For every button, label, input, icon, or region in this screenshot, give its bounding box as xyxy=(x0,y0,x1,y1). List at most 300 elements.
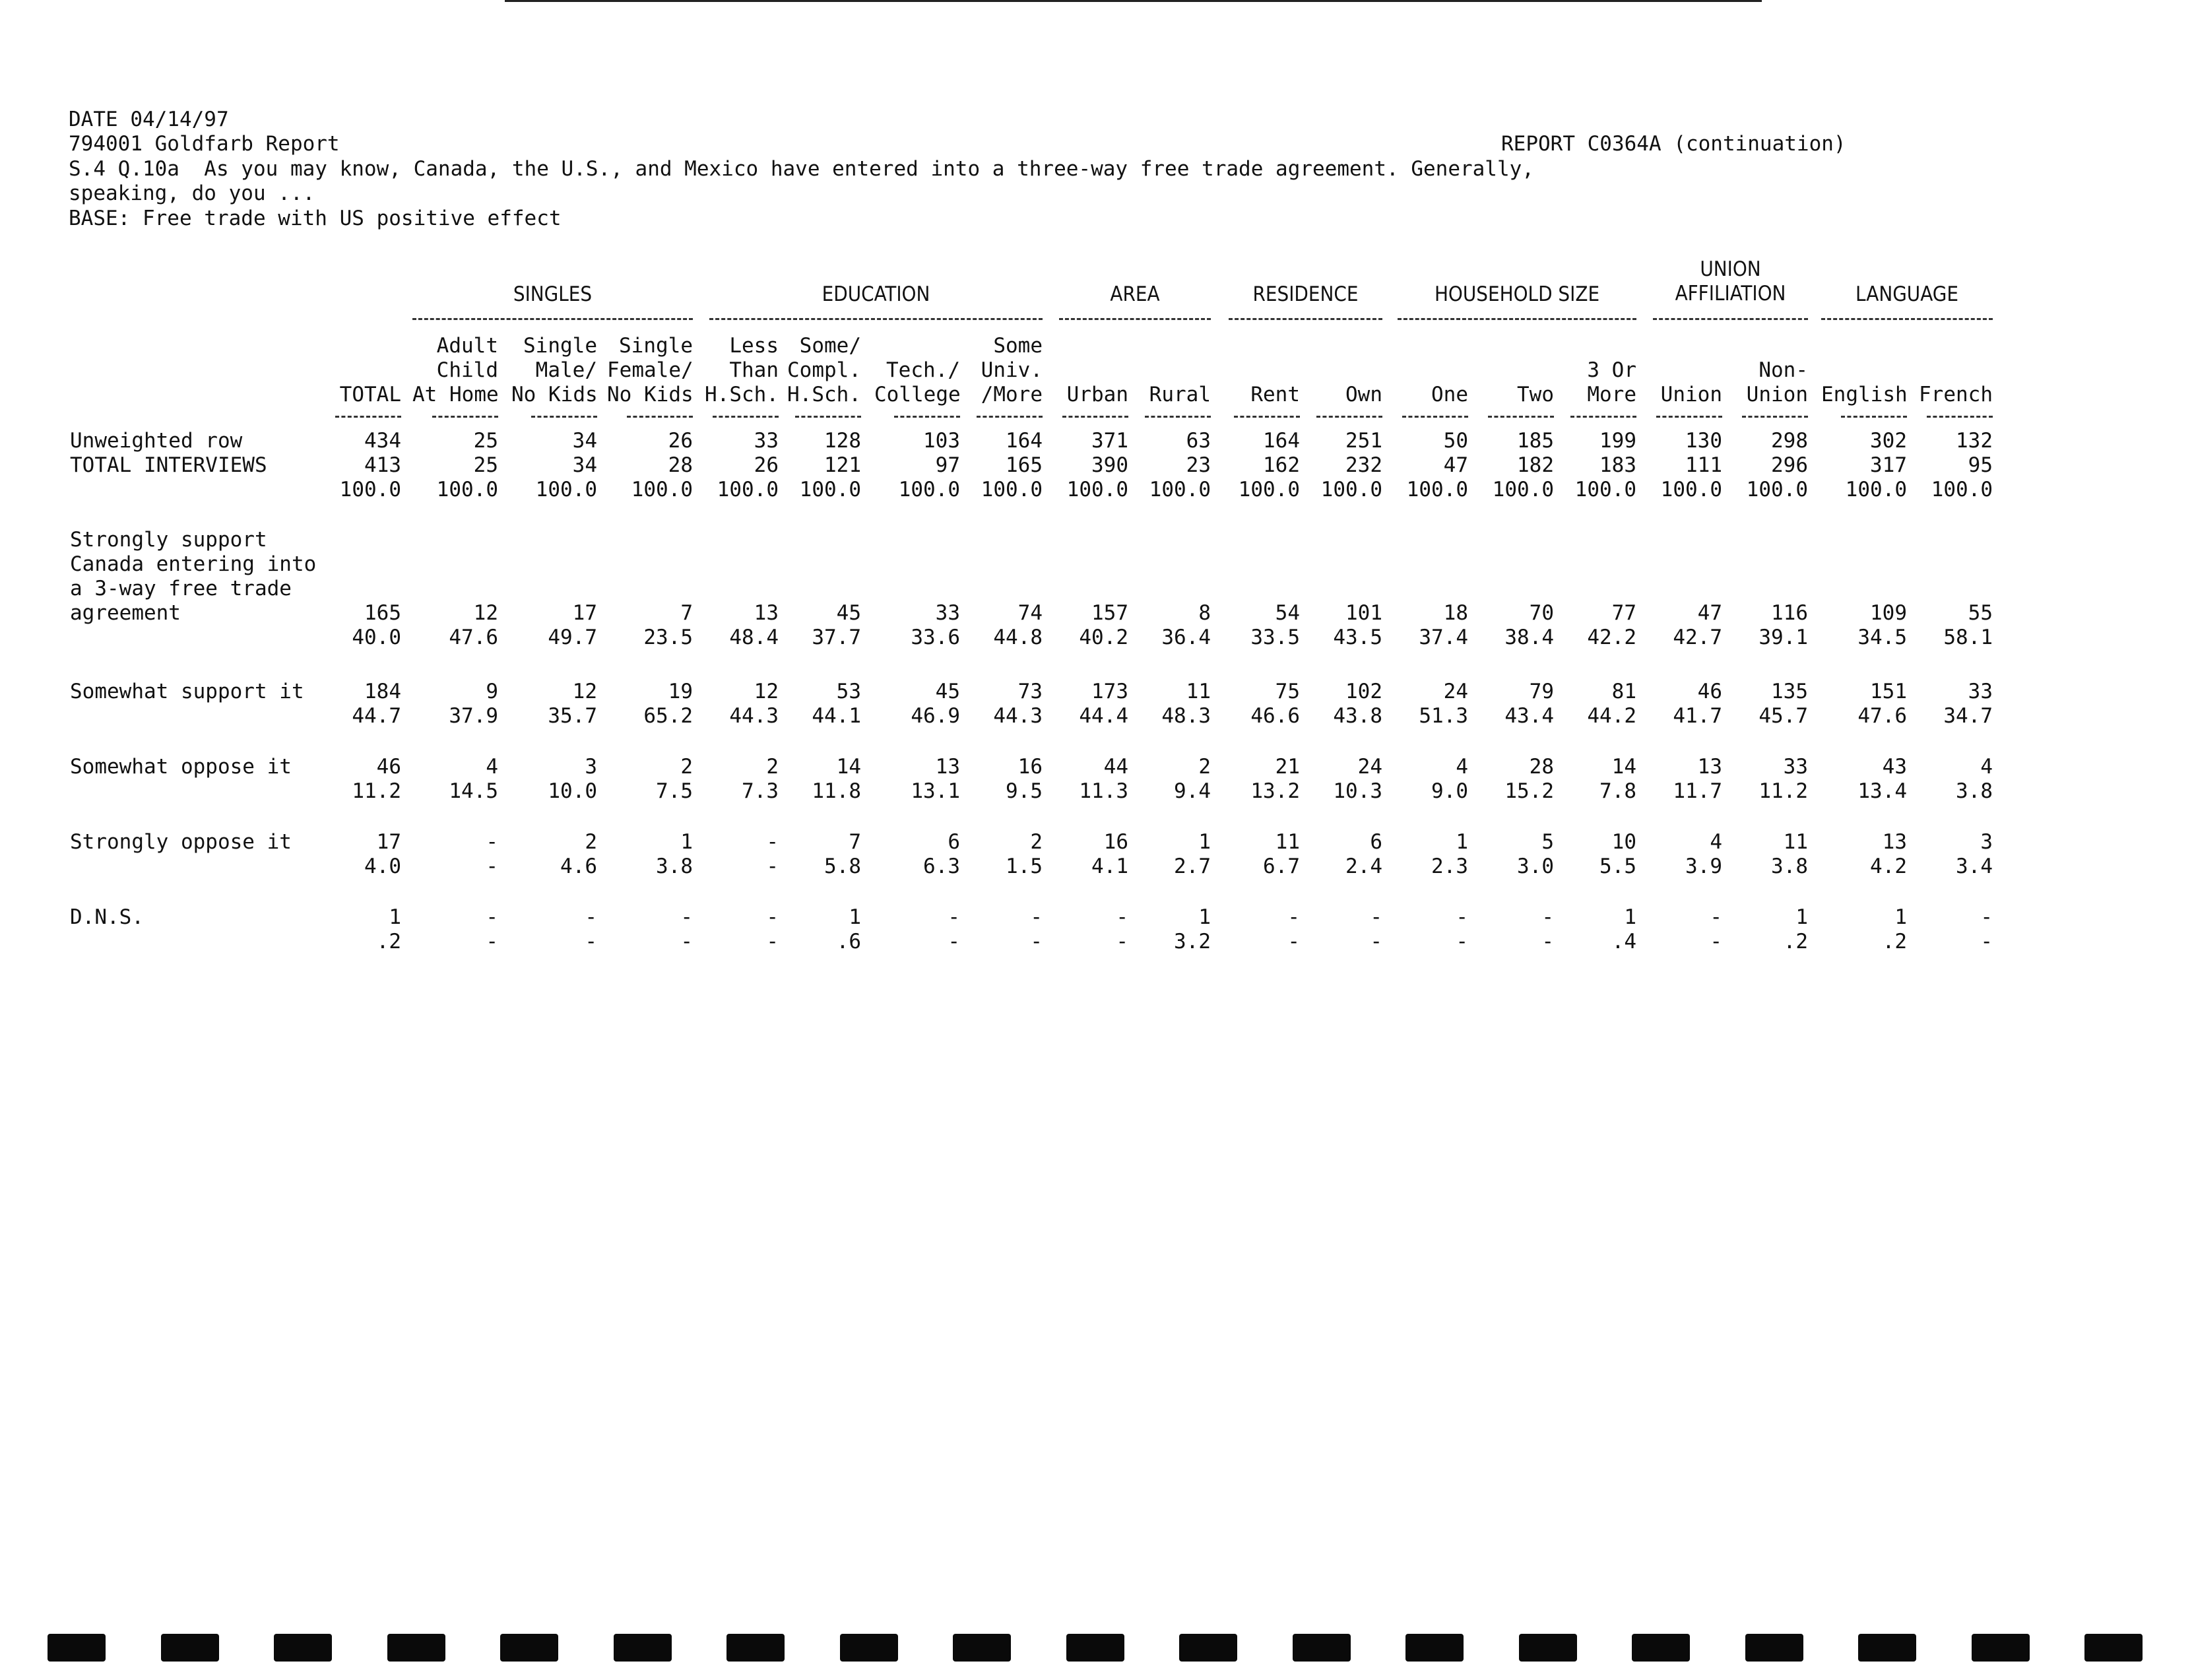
table-cell: 33.5 xyxy=(1250,626,1300,649)
column-underline xyxy=(1656,416,1722,418)
punch-hole xyxy=(387,1634,445,1662)
table-cell: 40.2 xyxy=(1079,626,1128,649)
table-cell: 3.9 xyxy=(1685,855,1722,878)
group-header: LANGUAGE xyxy=(1855,282,1958,306)
punch-hole xyxy=(1745,1634,1803,1662)
table-cell: 44.3 xyxy=(729,704,779,728)
table-cell: 46.9 xyxy=(911,704,960,728)
row-label: Unweighted row TOTAL INTERVIEWS xyxy=(70,429,267,477)
table-cell: 13 xyxy=(754,601,779,625)
table-cell: 100.0 xyxy=(436,478,498,501)
table-cell: 2.7 xyxy=(1174,855,1211,878)
table-cell: 4 xyxy=(1456,755,1468,779)
table-cell: 100.0 xyxy=(1406,478,1468,501)
table-cell: - xyxy=(1370,905,1382,929)
table-cell: 16 xyxy=(1103,830,1128,854)
punch-hole xyxy=(2084,1634,2143,1662)
table-cell: 302 xyxy=(1870,429,1907,453)
group-underline xyxy=(412,318,693,320)
punch-hole xyxy=(161,1634,219,1662)
table-cell: - xyxy=(1541,905,1554,929)
column-header: Non- Union xyxy=(1746,358,1808,406)
column-underline xyxy=(1570,416,1636,418)
table-cell: 4.2 xyxy=(1870,855,1907,878)
column-header: Rent xyxy=(1250,383,1300,406)
study-title: 794001 Goldfarb Report xyxy=(69,132,340,156)
table-cell: - xyxy=(680,905,693,929)
column-underline xyxy=(894,416,960,418)
table-cell: 1 xyxy=(1198,830,1211,854)
table-cell: 7.8 xyxy=(1599,779,1636,803)
table-cell: 130 xyxy=(1685,429,1722,453)
table-cell: 79 xyxy=(1529,680,1554,703)
table-cell: 23 xyxy=(1186,453,1211,477)
table-cell: 4 xyxy=(1980,755,1993,779)
table-cell: 100.0 xyxy=(535,478,597,501)
table-cell: 46.6 xyxy=(1250,704,1300,728)
table-cell: 14.5 xyxy=(449,779,498,803)
table-cell: - xyxy=(585,905,597,929)
table-cell: 48.3 xyxy=(1161,704,1211,728)
table-cell: 135 xyxy=(1771,680,1808,703)
table-cell: 100.0 xyxy=(898,478,960,501)
table-cell: 3.8 xyxy=(1956,779,1993,803)
table-cell: - xyxy=(1980,930,1993,953)
table-cell: 3.0 xyxy=(1517,855,1554,878)
table-cell: 2 xyxy=(1030,830,1043,854)
table-cell: - xyxy=(766,905,779,929)
table-cell: 390 xyxy=(1091,453,1128,477)
table-cell: 165 xyxy=(364,601,401,625)
table-cell: 100.0 xyxy=(981,478,1043,501)
table-cell: 101 xyxy=(1345,601,1382,625)
column-underline xyxy=(713,416,779,418)
table-cell: 5.5 xyxy=(1599,855,1636,878)
table-cell: 11.7 xyxy=(1673,779,1722,803)
table-cell: 11.3 xyxy=(1079,779,1128,803)
table-cell: 24 xyxy=(1357,755,1382,779)
column-underline xyxy=(1927,416,1993,418)
table-cell: 100.0 xyxy=(1238,478,1300,501)
table-cell: - xyxy=(486,855,498,878)
group-underline xyxy=(1398,318,1636,320)
table-cell: 3.4 xyxy=(1956,855,1993,878)
table-cell: 4.6 xyxy=(560,855,597,878)
column-header: 3 Or More xyxy=(1587,358,1636,406)
table-cell: 77 xyxy=(1611,601,1636,625)
column-header: Urban xyxy=(1066,383,1128,406)
table-cell: 3 xyxy=(585,755,597,779)
punch-hole xyxy=(840,1634,898,1662)
table-cell: .2 xyxy=(376,930,401,953)
table-cell: 45 xyxy=(836,601,861,625)
table-cell: 1.5 xyxy=(1006,855,1043,878)
table-cell: 55 xyxy=(1968,601,1993,625)
punch-hole xyxy=(1066,1634,1124,1662)
table-cell: 21 xyxy=(1275,755,1300,779)
table-cell: 37.7 xyxy=(812,626,861,649)
table-cell: 11.8 xyxy=(812,779,861,803)
table-cell: 44.4 xyxy=(1079,704,1128,728)
table-cell: 100.0 xyxy=(1574,478,1636,501)
table-cell: 47 xyxy=(1697,601,1722,625)
table-cell: 1 xyxy=(389,905,401,929)
table-cell: 24 xyxy=(1443,680,1468,703)
top-rule xyxy=(505,0,1762,2)
table-cell: 17 xyxy=(572,601,597,625)
table-cell: 43.4 xyxy=(1504,704,1554,728)
table-cell: 116 xyxy=(1771,601,1808,625)
table-cell: 5 xyxy=(1541,830,1554,854)
table-cell: 6.7 xyxy=(1263,855,1300,878)
column-underline xyxy=(795,416,861,418)
column-header: Some/ Compl. H.Sch. xyxy=(787,334,861,406)
column-header: Single Male/ No Kids xyxy=(511,334,598,406)
table-cell: 41.7 xyxy=(1673,704,1722,728)
table-cell: 16 xyxy=(1017,755,1043,779)
table-cell: 37.4 xyxy=(1419,626,1468,649)
table-cell: 70 xyxy=(1529,601,1554,625)
table-cell: - xyxy=(1116,930,1128,953)
table-cell: - xyxy=(1541,930,1554,953)
punch-hole xyxy=(953,1634,1011,1662)
column-header: Tech./ College xyxy=(874,358,961,406)
table-cell: 44.3 xyxy=(993,704,1043,728)
table-cell: 13 xyxy=(935,755,960,779)
table-cell: 44.2 xyxy=(1587,704,1636,728)
table-cell: 15.2 xyxy=(1504,779,1554,803)
table-cell: 103 xyxy=(923,429,960,453)
table-cell: .6 xyxy=(836,930,861,953)
column-header: Rural xyxy=(1149,383,1211,406)
table-cell: 33 xyxy=(935,601,960,625)
table-cell: - xyxy=(948,905,960,929)
table-cell: 2 xyxy=(680,755,693,779)
table-cell: 1 xyxy=(1456,830,1468,854)
table-cell: 45 xyxy=(935,680,960,703)
table-cell: 1 xyxy=(1795,905,1808,929)
table-cell: 36.4 xyxy=(1161,626,1211,649)
table-cell: 7.3 xyxy=(742,779,779,803)
column-underline xyxy=(1488,416,1554,418)
table-cell: 199 xyxy=(1599,429,1636,453)
punch-hole xyxy=(274,1634,332,1662)
table-cell: - xyxy=(1456,905,1468,929)
table-cell: 34 xyxy=(572,429,597,453)
table-cell: 50 xyxy=(1443,429,1468,453)
table-cell: 100.0 xyxy=(799,478,861,501)
table-cell: 43.8 xyxy=(1333,704,1382,728)
table-cell: 232 xyxy=(1345,453,1382,477)
table-cell: 2.4 xyxy=(1345,855,1382,878)
punch-hole xyxy=(1632,1634,1690,1662)
table-cell: - xyxy=(680,930,693,953)
table-cell: - xyxy=(1710,905,1722,929)
table-cell: 65.2 xyxy=(643,704,693,728)
table-cell: 251 xyxy=(1345,429,1382,453)
column-header: Union xyxy=(1660,383,1722,406)
table-cell: 128 xyxy=(824,429,861,453)
table-cell: 18 xyxy=(1443,601,1468,625)
table-cell: 183 xyxy=(1599,453,1636,477)
table-cell: 44.8 xyxy=(993,626,1043,649)
table-cell: 28 xyxy=(668,453,693,477)
table-cell: - xyxy=(948,930,960,953)
column-header: Some Univ. /More xyxy=(981,334,1043,406)
table-cell: 51.3 xyxy=(1419,704,1468,728)
table-cell: 4.0 xyxy=(364,855,401,878)
row-label: D.N.S. xyxy=(70,905,144,929)
row-label: Somewhat support it xyxy=(70,680,304,703)
table-cell: 9 xyxy=(486,680,498,703)
table-cell: 11 xyxy=(1186,680,1211,703)
table-cell: 2 xyxy=(766,755,779,779)
column-underline xyxy=(977,416,1043,418)
punch-hole xyxy=(1405,1634,1464,1662)
column-header: Adult Child At Home xyxy=(412,334,499,406)
table-cell: - xyxy=(486,930,498,953)
table-cell: 298 xyxy=(1771,429,1808,453)
table-cell: 33 xyxy=(1968,680,1993,703)
table-cell: 74 xyxy=(1017,601,1043,625)
table-cell: 185 xyxy=(1517,429,1554,453)
table-cell: .4 xyxy=(1611,930,1636,953)
table-cell: 2 xyxy=(1198,755,1211,779)
table-cell: 164 xyxy=(1263,429,1300,453)
group-underline xyxy=(1821,318,1993,320)
column-underline xyxy=(1234,416,1300,418)
table-cell: 53 xyxy=(836,680,861,703)
table-cell: 9.4 xyxy=(1174,779,1211,803)
group-underline xyxy=(1059,318,1211,320)
table-cell: 19 xyxy=(668,680,693,703)
column-header: One xyxy=(1431,383,1468,406)
group-underline xyxy=(709,318,1043,320)
table-cell: 109 xyxy=(1870,601,1907,625)
table-cell: 47.6 xyxy=(1857,704,1907,728)
question-text-continued: speaking, do you ... xyxy=(69,181,315,205)
table-cell: 28 xyxy=(1529,755,1554,779)
table-cell: 11 xyxy=(1275,830,1300,854)
table-cell: 162 xyxy=(1263,453,1300,477)
table-cell: 23.5 xyxy=(643,626,693,649)
table-cell: 49.7 xyxy=(548,626,597,649)
table-cell: 13.1 xyxy=(911,779,960,803)
table-cell: 7 xyxy=(680,601,693,625)
table-cell: 4 xyxy=(1710,830,1722,854)
table-cell: 100.0 xyxy=(1066,478,1128,501)
table-cell: 42.7 xyxy=(1673,626,1722,649)
column-underline xyxy=(1402,416,1468,418)
report-id: REPORT C0364A (continuation) xyxy=(1501,132,1846,156)
table-cell: 157 xyxy=(1091,601,1128,625)
table-cell: 6 xyxy=(948,830,960,854)
table-cell: 75 xyxy=(1275,680,1300,703)
column-underline xyxy=(1145,416,1211,418)
table-cell: 100.0 xyxy=(631,478,693,501)
table-cell: 81 xyxy=(1611,680,1636,703)
table-cell: 33 xyxy=(754,429,779,453)
table-cell: 1 xyxy=(1894,905,1907,929)
table-cell: 102 xyxy=(1345,680,1382,703)
table-cell: .2 xyxy=(1783,930,1808,953)
table-cell: 42.2 xyxy=(1587,626,1636,649)
column-header: Two xyxy=(1517,383,1554,406)
punch-hole xyxy=(1972,1634,2030,1662)
column-underline xyxy=(1742,416,1808,418)
row-label: Strongly support Canada entering into a 3-way free trade agreement xyxy=(70,528,317,625)
table-cell: 100.0 xyxy=(1492,478,1554,501)
table-cell: 164 xyxy=(1006,429,1043,453)
table-cell: - xyxy=(1030,930,1043,953)
table-cell: 95 xyxy=(1968,453,1993,477)
table-cell: 9.0 xyxy=(1431,779,1468,803)
table-cell: 413 xyxy=(364,453,401,477)
table-cell: 11 xyxy=(1783,830,1808,854)
table-cell: 7.5 xyxy=(656,779,693,803)
table-cell: 100.0 xyxy=(339,478,401,501)
table-cell: 63 xyxy=(1186,429,1211,453)
table-cell: 11.2 xyxy=(1758,779,1808,803)
group-header: AREA xyxy=(1110,282,1160,306)
punch-hole xyxy=(1519,1634,1577,1662)
table-cell: 12 xyxy=(754,680,779,703)
table-cell: 2.3 xyxy=(1431,855,1468,878)
table-cell: - xyxy=(1030,905,1043,929)
base-description: BASE: Free trade with US positive effect xyxy=(69,207,562,230)
table-cell: 10 xyxy=(1611,830,1636,854)
table-cell: 7 xyxy=(849,830,861,854)
table-cell: - xyxy=(486,830,498,854)
column-header: Single Female/ No Kids xyxy=(607,334,694,406)
column-header: Less Than H.Sch. xyxy=(705,334,779,406)
punch-hole xyxy=(614,1634,672,1662)
punch-hole xyxy=(1858,1634,1916,1662)
table-cell: 100.0 xyxy=(717,478,779,501)
table-cell: 100.0 xyxy=(1746,478,1808,501)
table-cell: - xyxy=(585,930,597,953)
table-cell: 44.1 xyxy=(812,704,861,728)
table-cell: 35.7 xyxy=(548,704,597,728)
punch-hole xyxy=(1179,1634,1237,1662)
column-underline xyxy=(1316,416,1382,418)
group-header: SINGLES xyxy=(513,282,593,306)
table-cell: 165 xyxy=(1006,453,1043,477)
table-cell: 33.6 xyxy=(911,626,960,649)
table-cell: 5.8 xyxy=(824,855,861,878)
table-cell: - xyxy=(766,930,779,953)
table-cell: 25 xyxy=(473,429,498,453)
table-cell: 46 xyxy=(376,755,401,779)
column-underline xyxy=(432,416,498,418)
table-cell: - xyxy=(1456,930,1468,953)
column-underline xyxy=(1841,416,1907,418)
punch-hole xyxy=(500,1634,558,1662)
table-cell: 45.7 xyxy=(1758,704,1808,728)
table-cell: 44.7 xyxy=(352,704,401,728)
table-cell: 100.0 xyxy=(1931,478,1993,501)
group-header: UNION AFFILIATION xyxy=(1675,257,1786,306)
table-cell: 100.0 xyxy=(1845,478,1907,501)
table-cell: 11.2 xyxy=(352,779,401,803)
table-cell: 37.9 xyxy=(449,704,498,728)
table-cell: 39.1 xyxy=(1758,626,1808,649)
table-cell: 34 xyxy=(572,453,597,477)
table-cell: - xyxy=(1287,905,1300,929)
table-cell: 34.7 xyxy=(1943,704,1993,728)
table-cell: 33 xyxy=(1783,755,1808,779)
table-cell: 47 xyxy=(1443,453,1468,477)
table-cell: 2 xyxy=(585,830,597,854)
table-cell: .2 xyxy=(1882,930,1907,953)
table-cell: 12 xyxy=(473,601,498,625)
table-cell: 44 xyxy=(1103,755,1128,779)
table-cell: 17 xyxy=(376,830,401,854)
table-cell: 13 xyxy=(1882,830,1907,854)
question-text: S.4 Q.10a As you may know, Canada, the U.S., and Mexico have entered into a three-way free trade agreement. Generally, xyxy=(69,157,1534,181)
table-cell: - xyxy=(486,905,498,929)
table-cell: 73 xyxy=(1017,680,1043,703)
punch-hole xyxy=(48,1634,106,1662)
table-cell: 1 xyxy=(1624,905,1636,929)
table-cell: 13.2 xyxy=(1250,779,1300,803)
table-cell: - xyxy=(766,855,779,878)
table-cell: 4.1 xyxy=(1091,855,1128,878)
table-cell: 25 xyxy=(473,453,498,477)
column-header: English xyxy=(1821,383,1908,406)
table-cell: 3.8 xyxy=(656,855,693,878)
table-cell: 8 xyxy=(1198,601,1211,625)
table-cell: 100.0 xyxy=(1660,478,1722,501)
table-cell: 43 xyxy=(1882,755,1907,779)
table-cell: 43.5 xyxy=(1333,626,1382,649)
group-header: EDUCATION xyxy=(822,282,930,306)
table-cell: 26 xyxy=(754,453,779,477)
table-cell: 9.5 xyxy=(1006,779,1043,803)
table-cell: - xyxy=(1710,930,1722,953)
group-underline xyxy=(1653,318,1808,320)
column-header: French xyxy=(1919,383,1993,406)
table-cell: 46 xyxy=(1697,680,1722,703)
table-cell: 1 xyxy=(1198,905,1211,929)
table-cell: - xyxy=(766,830,779,854)
table-cell: 3.2 xyxy=(1174,930,1211,953)
table-cell: 121 xyxy=(824,453,861,477)
column-underline xyxy=(627,416,693,418)
column-underline xyxy=(335,416,401,418)
table-cell: 13.4 xyxy=(1857,779,1907,803)
group-header: HOUSEHOLD SIZE xyxy=(1434,282,1600,306)
table-cell: 6.3 xyxy=(923,855,960,878)
table-cell: 434 xyxy=(364,429,401,453)
table-cell: 38.4 xyxy=(1504,626,1554,649)
table-cell: 58.1 xyxy=(1943,626,1993,649)
table-cell: 47.6 xyxy=(449,626,498,649)
punch-hole xyxy=(1293,1634,1351,1662)
column-header: Own xyxy=(1345,383,1382,406)
table-cell: - xyxy=(1370,930,1382,953)
table-cell: - xyxy=(1287,930,1300,953)
table-cell: 48.4 xyxy=(729,626,779,649)
table-cell: 1 xyxy=(680,830,693,854)
table-cell: 13 xyxy=(1697,755,1722,779)
table-cell: - xyxy=(1116,905,1128,929)
punch-hole xyxy=(726,1634,785,1662)
group-header: RESIDENCE xyxy=(1252,282,1359,306)
table-cell: 12 xyxy=(572,680,597,703)
table-cell: - xyxy=(1980,905,1993,929)
table-cell: 14 xyxy=(1611,755,1636,779)
